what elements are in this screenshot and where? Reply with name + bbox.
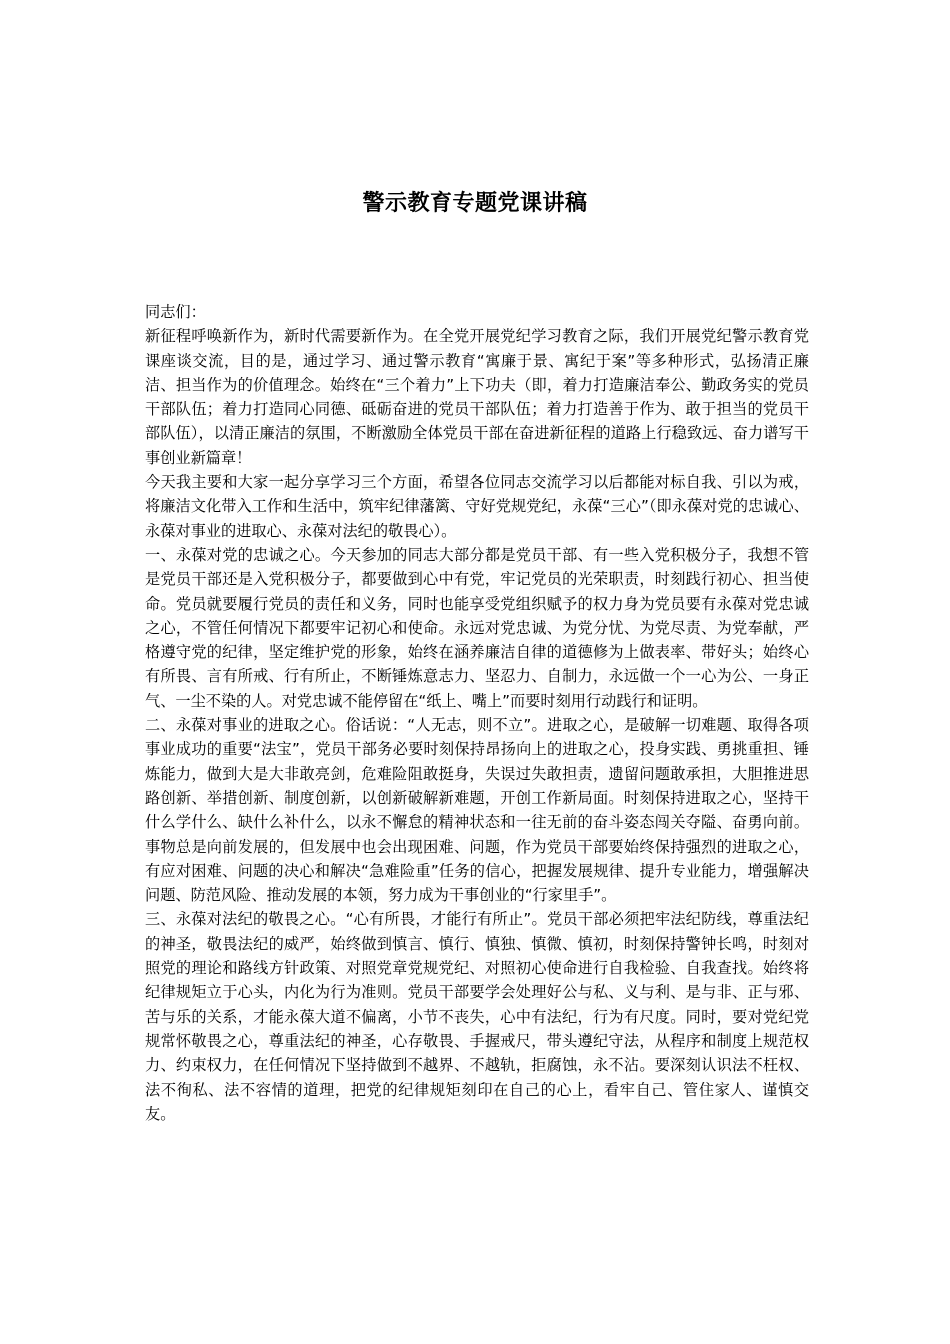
salutation: 同志们： [145, 303, 206, 321]
paragraph-section-3: 三、永葆对法纪的敬畏之心。“心有所畏，才能行有所止”。党员干部必须把牢法纪防线，尊重法纪的神圣，敬畏法纪的威严，始终做到慎言、慎行、慎独、慎微、慎初，时刻保持警钟长鸣，时刻对照党的理论和路线方针政策、对照党章党规党纪、对照初心使命进行自我检验、自我查找。始终将纪律规矩立于心头，内化为行为准则。党员干部要学会处理好公与私、义与利、是与非、正与邪、苦与乐的关系，才能永葆大道不偏离，小节不丧失，心中有法纪，行为有尺度。同时，要对党纪党规常怀敬畏之心，尊重法纪的神圣，心存敬畏、手握戒尺，带头遵纪守法，从程序和制度上规范权力、约束权力，在任何情况下坚持做到不越界、不越轨，拒腐蚀，永不沾。要深刻认识法不枉权、法不徇私、法不容情的道理，把党的纪律规矩刻印在自己的心上，看牢自己、管住家人、谨慎交友。 [145, 910, 809, 1123]
paragraph-intro: 新征程呼唤新作为，新时代需要新作为。在全党开展党纪学习教育之际，我们开展党纪警示教育党课座谈交流，目的是，通过学习、通过警示教育“寓廉于景、寓纪于案”等多种形式，弘扬清正廉洁、担当作为的价值理念。始终在“三个着力”上下功夫（即，着力打造廉洁奉公、勤政务实的党员干部队伍；着力打造同心同德、砥砺奋进的党员干部队伍；着力打造善于作为、敢于担当的党员干部队伍），以清正廉洁的氛围，不断激励全体党员干部在奋进新征程的道路上行稳致远、奋力谱写干事创业新篇章！ [145, 327, 809, 467]
paragraph-section-2: 二、永葆对事业的进取之心。俗话说：“人无志，则不立”。进取之心，是破解一切难题、取得各项事业成功的重要“法宝”，党员干部务必要时刻保持昂扬向上的进取之心，投身实践、勇挑重担、锤炼能力，做到大是大非敢亮剑，危难险阻敢挺身，失误过失敢担责，遗留问题敢承担，大胆推进思路创新、举措创新、制度创新，以创新破解新难题，开创工作新局面。时刻保持进取之心，坚持干什么学什么、缺什么补什么，以永不懈怠的精神状态和一往无前的奋斗姿态闯关夺隘、奋勇向前。事物总是向前发展的，但发展中也会出现困难、问题，作为党员干部要始终保持强烈的进取之心，有应对困难、问题的决心和解决“急难险重”任务的信心，把握发展规律、提升专业能力，增强解决问题、防范风险、推动发展的本领，努力成为干事创业的“行家里手”。 [145, 716, 809, 905]
document-body [145, 300, 809, 1126]
paragraph-overview: 今天我主要和大家一起分享学习三个方面，希望各位同志交流学习以后都能对标自我、引以为戒，将廉洁文化带入工作和生活中，筑牢纪律藩篱、守好党规党纪，永葆“三心”（即永葆对党的忠诚心、永葆对事业的进取心、永葆对法纪的敬畏心）。 [145, 473, 809, 540]
paragraph-section-1: 一、永葆对党的忠诚之心。今天参加的同志大部分都是党员干部、有一些入党积极分子，我想不管是党员干部还是入党积极分子，都要做到心中有党，牢记党员的光荣职责，时刻践行初心、担当使命。党员就要履行党员的责任和义务，同时也能享受党组织赋予的权力身为党员要有永葆对党忠诚之心，不管任何情况下都要牢记初心和使命。永远对党忠诚、为党分忧、为党尽责、为党奉献，严格遵守党的纪律，坚定维护党的形象，始终在涵养廉洁自律的道德修为上做表率、带好头；始终心有所畏、言有所戒、行有所止，不断锤炼意志力、坚忍力、自制力，永远做一个一心为公、一身正气、一尘不染的人。对党忠诚不能停留在“纸上、嘴上”而要时刻用行动践行和证明。 [145, 545, 809, 710]
document-title: 警示教育专题党课讲稿 [362, 191, 588, 216]
